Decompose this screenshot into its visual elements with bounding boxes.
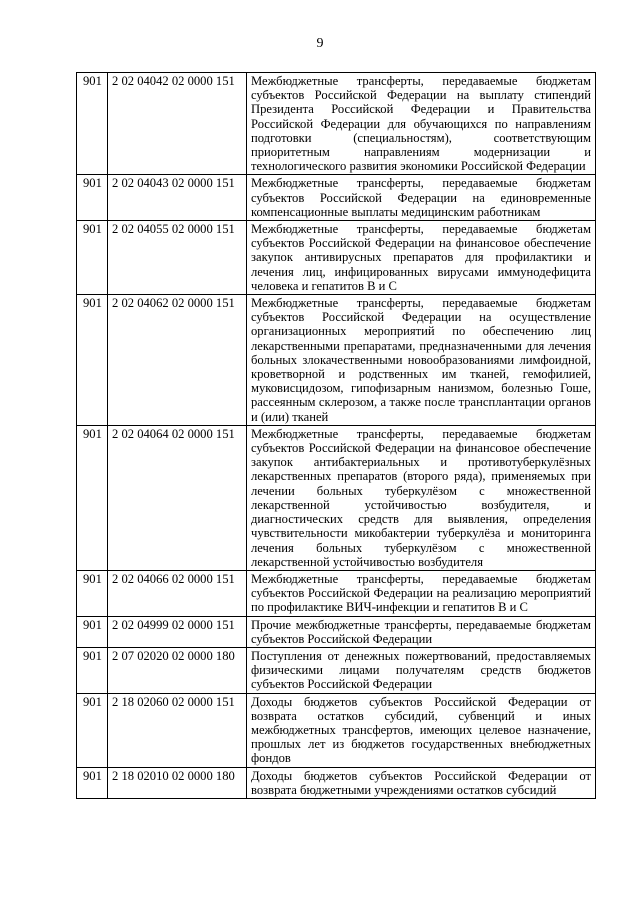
- description-cell: Поступления от денежных пожертвований, предоставляемых физическими лицами получателям средств бюджетов субъектов Российской Федерации: [247, 647, 596, 693]
- budget-code-cell: 2 02 04055 02 0000 151: [108, 221, 247, 295]
- table-body: [77, 73, 596, 799]
- budget-code-cell: 2 02 04043 02 0000 151: [108, 175, 247, 221]
- table-row: [77, 73, 596, 175]
- table-row: [77, 616, 596, 647]
- description-cell: Межбюджетные трансферты, передаваемые бюджетам субъектов Российской Федерации на реализацию мероприятий по профилактике ВИЧ-инфекции и гепатитов В и С: [247, 570, 596, 616]
- admin-code-cell: 901: [77, 767, 108, 798]
- table-row: [77, 570, 596, 616]
- table-row: [77, 175, 596, 221]
- budget-code-cell: 2 02 04042 02 0000 151: [108, 73, 247, 175]
- admin-code-cell: 901: [77, 616, 108, 647]
- table-row: [77, 425, 596, 570]
- description-cell: Доходы бюджетов субъектов Российской Федерации от возврата остатков субсидий, субвенций и иных межбюджетных трансфертов, имеющих целевое назначение, прошлых лет из бюджетов государственных внебюджетных фондов: [247, 693, 596, 767]
- budget-code-cell: 2 02 04066 02 0000 151: [108, 570, 247, 616]
- table-row: [77, 221, 596, 295]
- description-cell: Доходы бюджетов субъектов Российской Федерации от возврата бюджетными учреждениями остатков субсидий: [247, 767, 596, 798]
- admin-code-cell: 901: [77, 295, 108, 426]
- page-number: 9: [316, 36, 324, 51]
- description-cell: Межбюджетные трансферты, передаваемые бюджетам субъектов Российской Федерации на финансовое обеспечение закупок антивирусных препаратов для профилактики и лечения лиц, инфицированных вирусами иммунодефицита человека и гепатитов В и С: [247, 221, 596, 295]
- admin-code-cell: 901: [77, 570, 108, 616]
- table-row: [77, 295, 596, 426]
- description-cell: Межбюджетные трансферты, передаваемые бюджетам субъектов Российской Федерации на осуществление организационных мероприятий по обеспечению лиц лекарственными препаратами, предназначенными для лечения больных злокачественными новообразованиями лимфоидной, кроветворной и родственных им тканей, гемофилией, муковисцидозом, гипофизарным нанизмом, болезнью Гоше, рассеянным склерозом, а также после трансплантации органов и (или) тканей: [247, 295, 596, 426]
- admin-code-cell: 901: [77, 425, 108, 570]
- admin-code-cell: 901: [77, 647, 108, 693]
- budget-code-cell: 2 07 02020 02 0000 180: [108, 647, 247, 693]
- description-cell: Прочие межбюджетные трансферты, передаваемые бюджетам субъектов Российской Федерации: [247, 616, 596, 647]
- admin-code-cell: 901: [77, 175, 108, 221]
- admin-code-cell: 901: [77, 73, 108, 175]
- revenue-codes-table: [76, 72, 596, 799]
- description-cell: Межбюджетные трансферты, передаваемые бюджетам субъектов Российской Федерации на финансовое обеспечение закупок антибактериальных и противотуберкулёзных лекарственных препаратов (второго ряда), применяемых при лечении больных туберкулёзом с множественной лекарственной устойчивостью возбудителя, и диагностических средств для выявления, определения чувствительности микобактерии туберкулёза и мониторинга лечения больных туберкулёзом с множественной лекарственной устойчивостью возбудителя: [247, 425, 596, 570]
- table-row: [77, 767, 596, 798]
- budget-code-cell: 2 18 02010 02 0000 180: [108, 767, 247, 798]
- budget-code-cell: 2 18 02060 02 0000 151: [108, 693, 247, 767]
- admin-code-cell: 901: [77, 221, 108, 295]
- budget-code-cell: 2 02 04999 02 0000 151: [108, 616, 247, 647]
- table-row: [77, 693, 596, 767]
- description-cell: Межбюджетные трансферты, передаваемые бюджетам субъектов Российской Федерации на единовременные компенсационные выплаты медицинским работникам: [247, 175, 596, 221]
- budget-code-cell: 2 02 04062 02 0000 151: [108, 295, 247, 426]
- table-row: [77, 647, 596, 693]
- description-cell: Межбюджетные трансферты, передаваемые бюджетам субъектов Российской Федерации на выплату стипендий Президента Российской Федерации и Правительства Российской Федерации для обучающихся по направлениям подготовки (специальностям), соответствующим приоритетным направлениям модернизации и технологического развития экономики Российской Федерации: [247, 73, 596, 175]
- budget-code-cell: 2 02 04064 02 0000 151: [108, 425, 247, 570]
- admin-code-cell: 901: [77, 693, 108, 767]
